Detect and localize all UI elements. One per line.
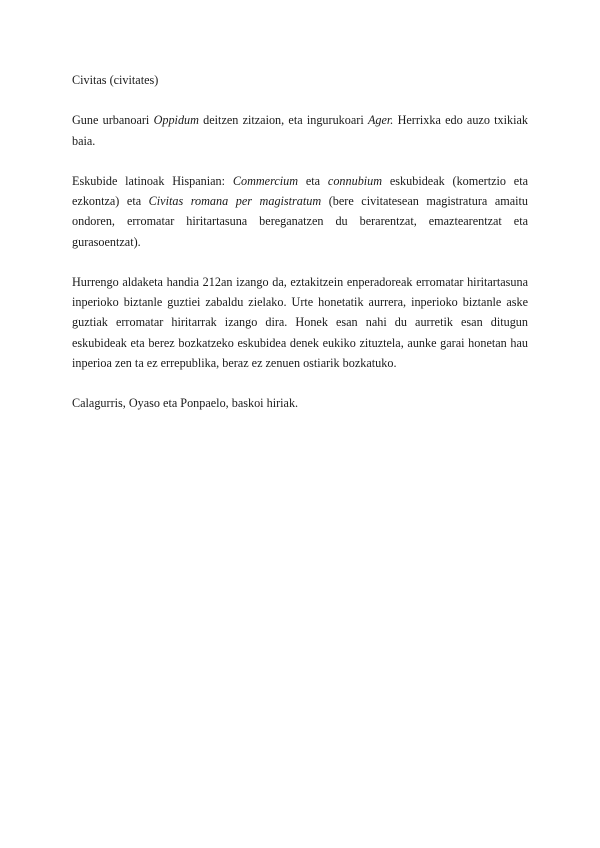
paragraph-basque-cities: Calagurris, Oyaso eta Ponpaelo, baskoi hiriak. bbox=[72, 396, 299, 411]
text-run: deitzen zitzaion, eta ingurukoari bbox=[198, 113, 368, 128]
document-body bbox=[72, 70, 528, 434]
text-run: eskubideak (komertzio eta ezkontza) eta bbox=[72, 173, 529, 209]
italic-term-civitas-romana: Civitas romana per magistratum bbox=[148, 194, 322, 209]
paragraph-oppidum bbox=[72, 110, 528, 150]
document-title: Civitas (civitates) bbox=[72, 73, 159, 87]
italic-term-commercium: Commercium bbox=[232, 173, 299, 188]
text-run: Eskubide latinoak Hispanian: bbox=[72, 173, 233, 188]
italic-term-oppidum: Oppidum bbox=[153, 113, 199, 128]
text-run: Herrixka edo auzo txikiak baia. bbox=[72, 113, 529, 148]
paragraph-latin-rights bbox=[72, 171, 528, 252]
paragraph-citizenship-212: Hurrengo aldaketa handia 212an izango da, eztakitzein enperadoreak erromatar hiritartasuna inperioko biztanle guztiei zabaldu zielako. Urte honetatik aurrera, inperioko biztanle aske guztiak erromatar hiritarrak izango dira. Honek esan nahi du aurretik esan ditugun eskubideak eta berez bozkatzeko eskubidea denek eukiko zituztela, aunke garai honetan hau inperioa zen ta ez errepublika, beraz ez zenuen ostiarik bozkatuko. bbox=[72, 274, 528, 370]
italic-term-ager: Ager. bbox=[367, 113, 394, 128]
italic-term-connubium: connubium bbox=[327, 173, 383, 188]
text-run: Gune urbanoari bbox=[72, 113, 154, 128]
text-run: eta bbox=[298, 173, 328, 188]
text-run: (bere civitatesean magistratura amaitu ondoren, erromatar hiritartasuna bereganatzen du berarentzat, emaztearentzat eta gurasoentzat). bbox=[72, 194, 528, 249]
